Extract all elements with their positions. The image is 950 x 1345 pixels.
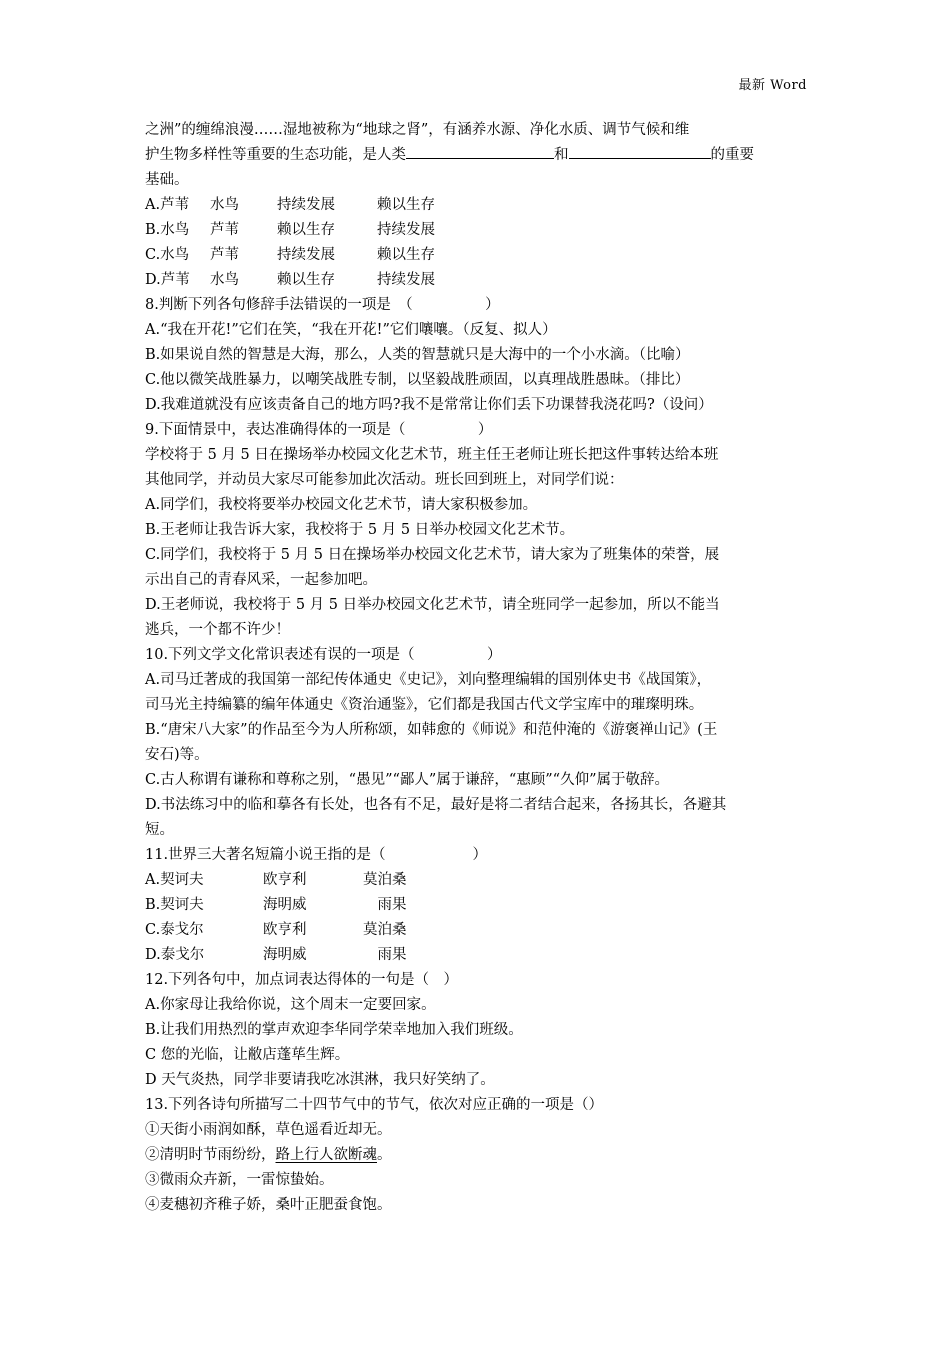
q9-option-a: A.同学们，我校将要举办校园文化艺术节，请大家积极参加。: [145, 497, 538, 513]
q11-stem: 11.世界三大著名短篇小说王指的是（ ）: [145, 847, 488, 863]
page-header: 最新 Word: [738, 78, 807, 93]
q12-option-a: A.你家母让我给你说，这个周末一定要回家。: [145, 997, 436, 1013]
underlined-phrase: 路上行人欲断魂: [275, 1147, 377, 1163]
q12-option-c: C 您的光临，让敝店蓬荜生辉。: [145, 1047, 350, 1063]
q9-option-d-1: D.王老师说，我校将于 5 月 5 日举办校园文化艺术节，请全班同学一起参加，所以不能当: [145, 597, 720, 613]
q8-option-c: C.他以微笑战胜暴力，以嘲笑战胜专制，以坚毅战胜顽固，以真理战胜愚昧。（排比）: [145, 372, 690, 388]
q7-option-d: D.芦苇 水鸟 赖以生存 持续发展: [145, 272, 435, 288]
q10-option-a-1: A.司马迁著成的我国第一部纪传体通史《史记》，刘向整理编辑的国别体史书《战国策》，: [145, 672, 712, 688]
q7-blank-2: [569, 143, 711, 159]
q13-poem-1: ①天街小雨润如酥，草色遥看近却无。: [145, 1122, 392, 1138]
q12-option-d: D 天气炎热，同学非要请我吃冰淇淋，我只好笑纳了。: [145, 1072, 495, 1088]
q12-stem: 12.下列各句中，加点词表达得体的一句是（ ）: [145, 972, 459, 988]
q7-blank-1: [406, 143, 554, 159]
q13-poem-3: ③微雨众卉新，一雷惊蛰始。: [145, 1172, 334, 1188]
q8-option-b: B.如果说自然的智慧是大海，那么，人类的智慧就只是大海中的一个小水滴。（比喻）: [145, 347, 690, 363]
q8-option-d: D.我难道就没有应该责备自己的地方吗?我不是常常让你们丢下功课替我浇花吗?（设问）: [145, 397, 713, 413]
q13-poem-4: ④麦穗初齐稚子娇，桑叶正肥蚕食饱。: [145, 1197, 392, 1213]
q7-option-a: A.芦苇 水鸟 持续发展 赖以生存: [145, 197, 435, 213]
q7-text-b: 和: [554, 147, 569, 163]
q10-option-c: C.古人称谓有谦称和尊称之别，“愚见”“鄙人”属于谦辞，“惠顾”“久仰”属于敬辞。: [145, 772, 669, 788]
document-body: [145, 118, 810, 1218]
q11-option-c: C.泰戈尔 欧亨利 莫泊桑: [145, 922, 407, 938]
q10-option-b-2: 安石)等。: [145, 747, 209, 763]
q11-option-b: B.契诃夫 海明威 雨果: [145, 897, 407, 913]
q9-option-c-1: C.同学们，我校将于 5 月 5 日在操场举办校园文化艺术节，请大家为了班集体的荣誉，展: [145, 547, 720, 563]
q11-option-a: A.契诃夫 欧亨利 莫泊桑: [145, 872, 407, 888]
q7-option-b: B.水鸟 芦苇 赖以生存 持续发展: [145, 222, 435, 238]
q11-option-d: D.泰戈尔 海明威 雨果: [145, 947, 407, 963]
q10-option-d-2: 短。: [145, 822, 174, 838]
q10-option-b-1: B.“唐宋八大家”的作品至今为人所称颂，如韩愈的《师说》和范仲淹的《游褒禅山记》(王: [145, 722, 718, 738]
q7-option-c: C.水鸟 芦苇 持续发展 赖以生存: [145, 247, 435, 263]
q10-stem: 10.下列文学文化常识表述有误的一项是（ ）: [145, 647, 502, 663]
q10-option-d-1: D.书法练习中的临和摹各有长处，也各有不足，最好是将二者结合起来，各扬其长，各避其: [145, 797, 727, 813]
q10-option-a-2: 司马光主持编纂的编年体通史《资治通鉴》，它们都是我国古代文学宝库中的璀璨明珠。: [145, 697, 704, 713]
q7-text-a: 护生物多样性等重要的生态功能，是人类: [145, 147, 406, 163]
q7-line-3: 基础。: [145, 172, 189, 188]
q9-option-b: B.王老师让我告诉大家，我校将于 5 月 5 日举办校园文化艺术节。: [145, 522, 575, 538]
q13-stem: 13.下列各诗句所描写二十四节气中的节气，依次对应正确的一项是（）: [145, 1097, 604, 1113]
q13-poem-2: ②清明时节雨纷纷，路上行人欲断魂。: [145, 1147, 392, 1163]
q9-option-c-2: 示出自己的青春风采，一起参加吧。: [145, 572, 377, 588]
q7-line-1: 之洲”的缠绵浪漫……湿地被称为“地球之肾”，有涵养水源、净化水质、调节气候和维: [145, 122, 690, 138]
q7-text-c: 的重要: [710, 147, 754, 163]
q9-stem: 9.下面情景中，表达准确得体的一项是（ ）: [145, 422, 493, 438]
q8-stem: 8.判断下列各句修辞手法错误的一项是 （ ）: [145, 297, 500, 313]
q9-option-d-2: 逃兵，一个都不许少！: [145, 622, 290, 638]
q9-context-1: 学校将于 5 月 5 日在操场举办校园文化艺术节，班主任王老师让班长把这件事转达给本班: [145, 447, 719, 463]
q9-context-2: 其他同学，并动员大家尽可能参加此次活动。班长回到班上，对同学们说：: [145, 472, 624, 488]
q8-option-a: A.“我在开花!”它们在笑，“我在开花!”它们嚷嚷。（反复、拟人）: [145, 322, 557, 338]
q7-line-2: [145, 143, 810, 168]
q12-option-b: B.让我们用热烈的掌声欢迎李华同学荣幸地加入我们班级。: [145, 1022, 523, 1038]
